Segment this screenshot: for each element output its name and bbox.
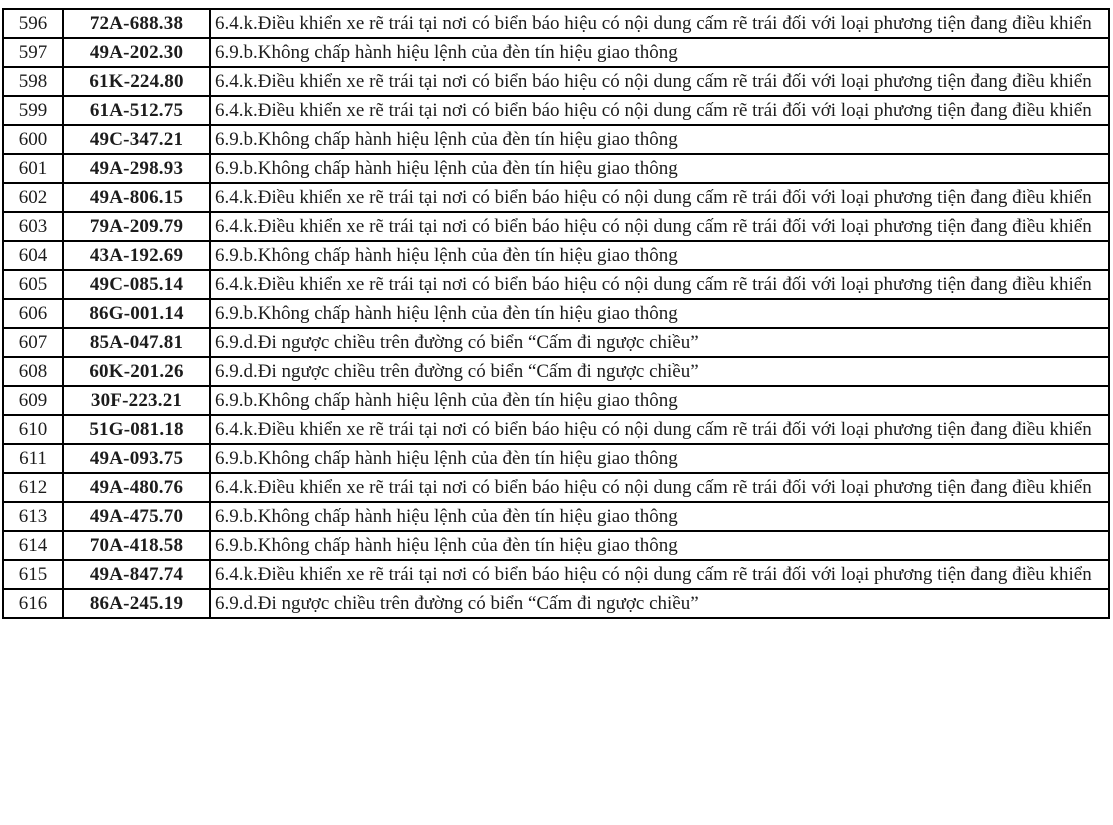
license-plate-cell: 70A-418.58 [63,531,210,560]
row-number-cell: 615 [3,560,63,589]
row-number-cell: 606 [3,299,63,328]
violation-text-cell: 6.4.k.Điều khiển xe rẽ trái tại nơi có biển báo hiệu có nội dung cấm rẽ trái đối với loại phương tiện đang điều khiển [210,67,1109,96]
table-row [3,299,1109,328]
table-row [3,328,1109,357]
license-plate-cell: 72A-688.38 [63,9,210,38]
table-row [3,270,1109,299]
violation-text-cell: 6.4.k.Điều khiển xe rẽ trái tại nơi có biển báo hiệu có nội dung cấm rẽ trái đối với loại phương tiện đang điều khiển [210,560,1109,589]
table-row [3,560,1109,589]
license-plate-cell: 49C-347.21 [63,125,210,154]
table-row [3,212,1109,241]
license-plate-cell: 49A-480.76 [63,473,210,502]
license-plate-cell: 49A-806.15 [63,183,210,212]
row-number-cell: 604 [3,241,63,270]
row-number-cell: 609 [3,386,63,415]
license-plate-cell: 49A-093.75 [63,444,210,473]
table-row [3,125,1109,154]
row-number-cell: 614 [3,531,63,560]
table-row [3,38,1109,67]
table-row [3,531,1109,560]
row-number-cell: 613 [3,502,63,531]
violation-text-cell: 6.9.b.Không chấp hành hiệu lệnh của đèn tín hiệu giao thông [210,241,1109,270]
license-plate-cell: 61K-224.80 [63,67,210,96]
table-row [3,444,1109,473]
violation-text-cell: 6.9.b.Không chấp hành hiệu lệnh của đèn tín hiệu giao thông [210,38,1109,67]
row-number-cell: 607 [3,328,63,357]
row-number-cell: 616 [3,589,63,618]
table-row [3,357,1109,386]
license-plate-cell: 30F-223.21 [63,386,210,415]
row-number-cell: 610 [3,415,63,444]
violation-text-cell: 6.9.d.Đi ngược chiều trên đường có biển “Cấm đi ngược chiều” [210,357,1109,386]
row-number-cell: 599 [3,96,63,125]
table-row [3,415,1109,444]
violation-text-cell: 6.4.k.Điều khiển xe rẽ trái tại nơi có biển báo hiệu có nội dung cấm rẽ trái đối với loại phương tiện đang điều khiển [210,183,1109,212]
row-number-cell: 611 [3,444,63,473]
license-plate-cell: 49A-298.93 [63,154,210,183]
license-plate-cell: 49A-475.70 [63,502,210,531]
table-row [3,67,1109,96]
violation-text-cell: 6.9.d.Đi ngược chiều trên đường có biển “Cấm đi ngược chiều” [210,328,1109,357]
row-number-cell: 598 [3,67,63,96]
table-row [3,241,1109,270]
violation-text-cell: 6.9.b.Không chấp hành hiệu lệnh của đèn tín hiệu giao thông [210,154,1109,183]
violation-text-cell: 6.9.d.Đi ngược chiều trên đường có biển “Cấm đi ngược chiều” [210,589,1109,618]
violation-text-cell: 6.4.k.Điều khiển xe rẽ trái tại nơi có biển báo hiệu có nội dung cấm rẽ trái đối với loại phương tiện đang điều khiển [210,96,1109,125]
license-plate-cell: 61A-512.75 [63,96,210,125]
violation-text-cell: 6.9.b.Không chấp hành hiệu lệnh của đèn tín hiệu giao thông [210,502,1109,531]
license-plate-cell: 86A-245.19 [63,589,210,618]
license-plate-cell: 49C-085.14 [63,270,210,299]
row-number-cell: 612 [3,473,63,502]
table-row [3,502,1109,531]
violation-text-cell: 6.9.b.Không chấp hành hiệu lệnh của đèn tín hiệu giao thông [210,386,1109,415]
table-row [3,386,1109,415]
license-plate-cell: 79A-209.79 [63,212,210,241]
row-number-cell: 596 [3,9,63,38]
violation-text-cell: 6.9.b.Không chấp hành hiệu lệnh của đèn tín hiệu giao thông [210,125,1109,154]
table-body [3,9,1109,618]
license-plate-cell: 51G-081.18 [63,415,210,444]
violation-text-cell: 6.4.k.Điều khiển xe rẽ trái tại nơi có biển báo hiệu có nội dung cấm rẽ trái đối với loại phương tiện đang điều khiển [210,473,1109,502]
row-number-cell: 601 [3,154,63,183]
table-row [3,589,1109,618]
table-row [3,9,1109,38]
license-plate-cell: 86G-001.14 [63,299,210,328]
row-number-cell: 597 [3,38,63,67]
license-plate-cell: 43A-192.69 [63,241,210,270]
license-plate-cell: 49A-202.30 [63,38,210,67]
table-row [3,473,1109,502]
violation-text-cell: 6.9.b.Không chấp hành hiệu lệnh của đèn tín hiệu giao thông [210,299,1109,328]
license-plate-cell: 60K-201.26 [63,357,210,386]
license-plate-cell: 49A-847.74 [63,560,210,589]
violation-text-cell: 6.4.k.Điều khiển xe rẽ trái tại nơi có biển báo hiệu có nội dung cấm rẽ trái đối với loại phương tiện đang điều khiển [210,415,1109,444]
violation-text-cell: 6.4.k.Điều khiển xe rẽ trái tại nơi có biển báo hiệu có nội dung cấm rẽ trái đối với loại phương tiện đang điều khiển [210,270,1109,299]
table-row [3,183,1109,212]
row-number-cell: 602 [3,183,63,212]
violation-text-cell: 6.9.b.Không chấp hành hiệu lệnh của đèn tín hiệu giao thông [210,531,1109,560]
row-number-cell: 605 [3,270,63,299]
violation-text-cell: 6.4.k.Điều khiển xe rẽ trái tại nơi có biển báo hiệu có nội dung cấm rẽ trái đối với loại phương tiện đang điều khiển [210,9,1109,38]
traffic-violations-table [2,8,1110,619]
violation-text-cell: 6.4.k.Điều khiển xe rẽ trái tại nơi có biển báo hiệu có nội dung cấm rẽ trái đối với loại phương tiện đang điều khiển [210,212,1109,241]
table-row [3,154,1109,183]
row-number-cell: 600 [3,125,63,154]
violation-text-cell: 6.9.b.Không chấp hành hiệu lệnh của đèn tín hiệu giao thông [210,444,1109,473]
row-number-cell: 603 [3,212,63,241]
table-row [3,96,1109,125]
row-number-cell: 608 [3,357,63,386]
license-plate-cell: 85A-047.81 [63,328,210,357]
